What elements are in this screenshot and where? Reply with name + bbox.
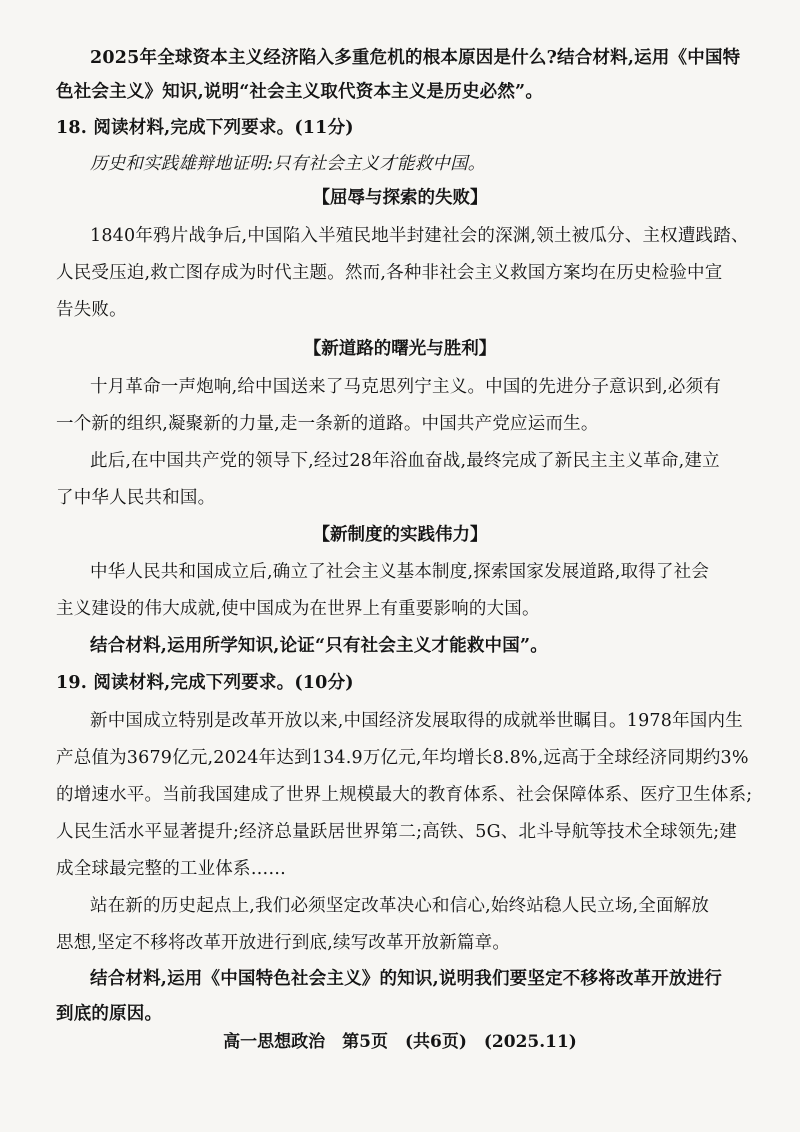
q19-question-line-1: 结合材料,运用《中国特色社会主义》的知识,说明我们要坚定不移将改革开放进行 xyxy=(90,969,723,989)
q18-section2-line-2: 一个新的组织,凝聚新的力量,走一条新的道路。中国共产党应运而生。 xyxy=(56,414,599,434)
q19-title: 19. 阅读材料,完成下列要求。(10分) xyxy=(56,673,354,693)
q18-section2-line-1: 十月革命一声炮响,给中国送来了马克思列宁主义。中国的先进分子意识到,必须有 xyxy=(90,377,722,397)
q19-para1-line-2: 产总值为3679亿元,2024年达到134.9万亿元,年均增长8.8%,远高于全球经济同期约3% xyxy=(56,748,749,768)
q18-section2-line-3: 此后,在中国共产党的领导下,经过28年浴血奋战,最终完成了新民主主义革命,建立 xyxy=(90,451,720,471)
q17-question-line-1: 2025年全球资本主义经济陷入多重危机的根本原因是什么?结合材料,运用《中国特 xyxy=(90,48,741,68)
q18-section1-heading: 【屈辱与探索的失败】 xyxy=(312,188,488,208)
page-footer: 高一思想政治 第5页 (共6页) (2025.11) xyxy=(223,1032,577,1052)
q18-section3-heading: 【新制度的实践伟力】 xyxy=(312,525,488,545)
q19-question-line-2: 到底的原因。 xyxy=(56,1004,163,1024)
q19-para2-line-1: 站在新的历史起点上,我们必须坚定改革决心和信心,始终站稳人民立场,全面解放 xyxy=(90,896,710,916)
q18-section2-heading: 【新道路的曙光与胜利】 xyxy=(303,339,497,359)
q18-section1-line-3: 告失败。 xyxy=(56,300,127,320)
q19-para2-line-2: 思想,坚定不移将改革开放进行到底,续写改革开放新篇章。 xyxy=(56,933,511,953)
q18-section2-line-4: 了中华人民共和国。 xyxy=(56,488,216,508)
q18-section3-line-2: 主义建设的伟大成就,使中国成为在世界上有重要影响的大国。 xyxy=(56,599,540,619)
q18-section1-line-1: 1840年鸦片战争后,中国陷入半殖民地半封建社会的深渊,领土被瓜分、主权遭践踏、 xyxy=(90,226,749,246)
q19-para1-line-1: 新中国成立特别是改革开放以来,中国经济发展取得的成就举世瞩目。1978年国内生 xyxy=(90,711,743,731)
q19-para1-line-5: 成全球最完整的工业体系…… xyxy=(56,859,287,879)
q18-title: 18. 阅读材料,完成下列要求。(11分) xyxy=(56,118,354,138)
q18-question: 结合材料,运用所学知识,论证“只有社会主义才能救中国”。 xyxy=(90,636,548,656)
q18-intro: 历史和实践雄辩地证明:只有社会主义才能救中国。 xyxy=(90,154,486,174)
q18-section1-line-2: 人民受压迫,救亡图存成为时代主题。然而,各种非社会主义救国方案均在历史检验中宣 xyxy=(56,263,723,283)
q19-para1-line-4: 人民生活水平显著提升;经济总量跃居世界第二;高铁、5G、北斗导航等技术全球领先;建 xyxy=(56,822,737,842)
q17-question-line-2: 色社会主义》知识,说明“社会主义取代资本主义是历史必然”。 xyxy=(56,82,544,102)
q19-para1-line-3: 的增速水平。当前我国建成了世界上规模最大的教育体系、社会保障体系、医疗卫生体系; xyxy=(56,785,753,805)
q18-section3-line-1: 中华人民共和国成立后,确立了社会主义基本制度,探索国家发展道路,取得了社会 xyxy=(90,562,710,582)
